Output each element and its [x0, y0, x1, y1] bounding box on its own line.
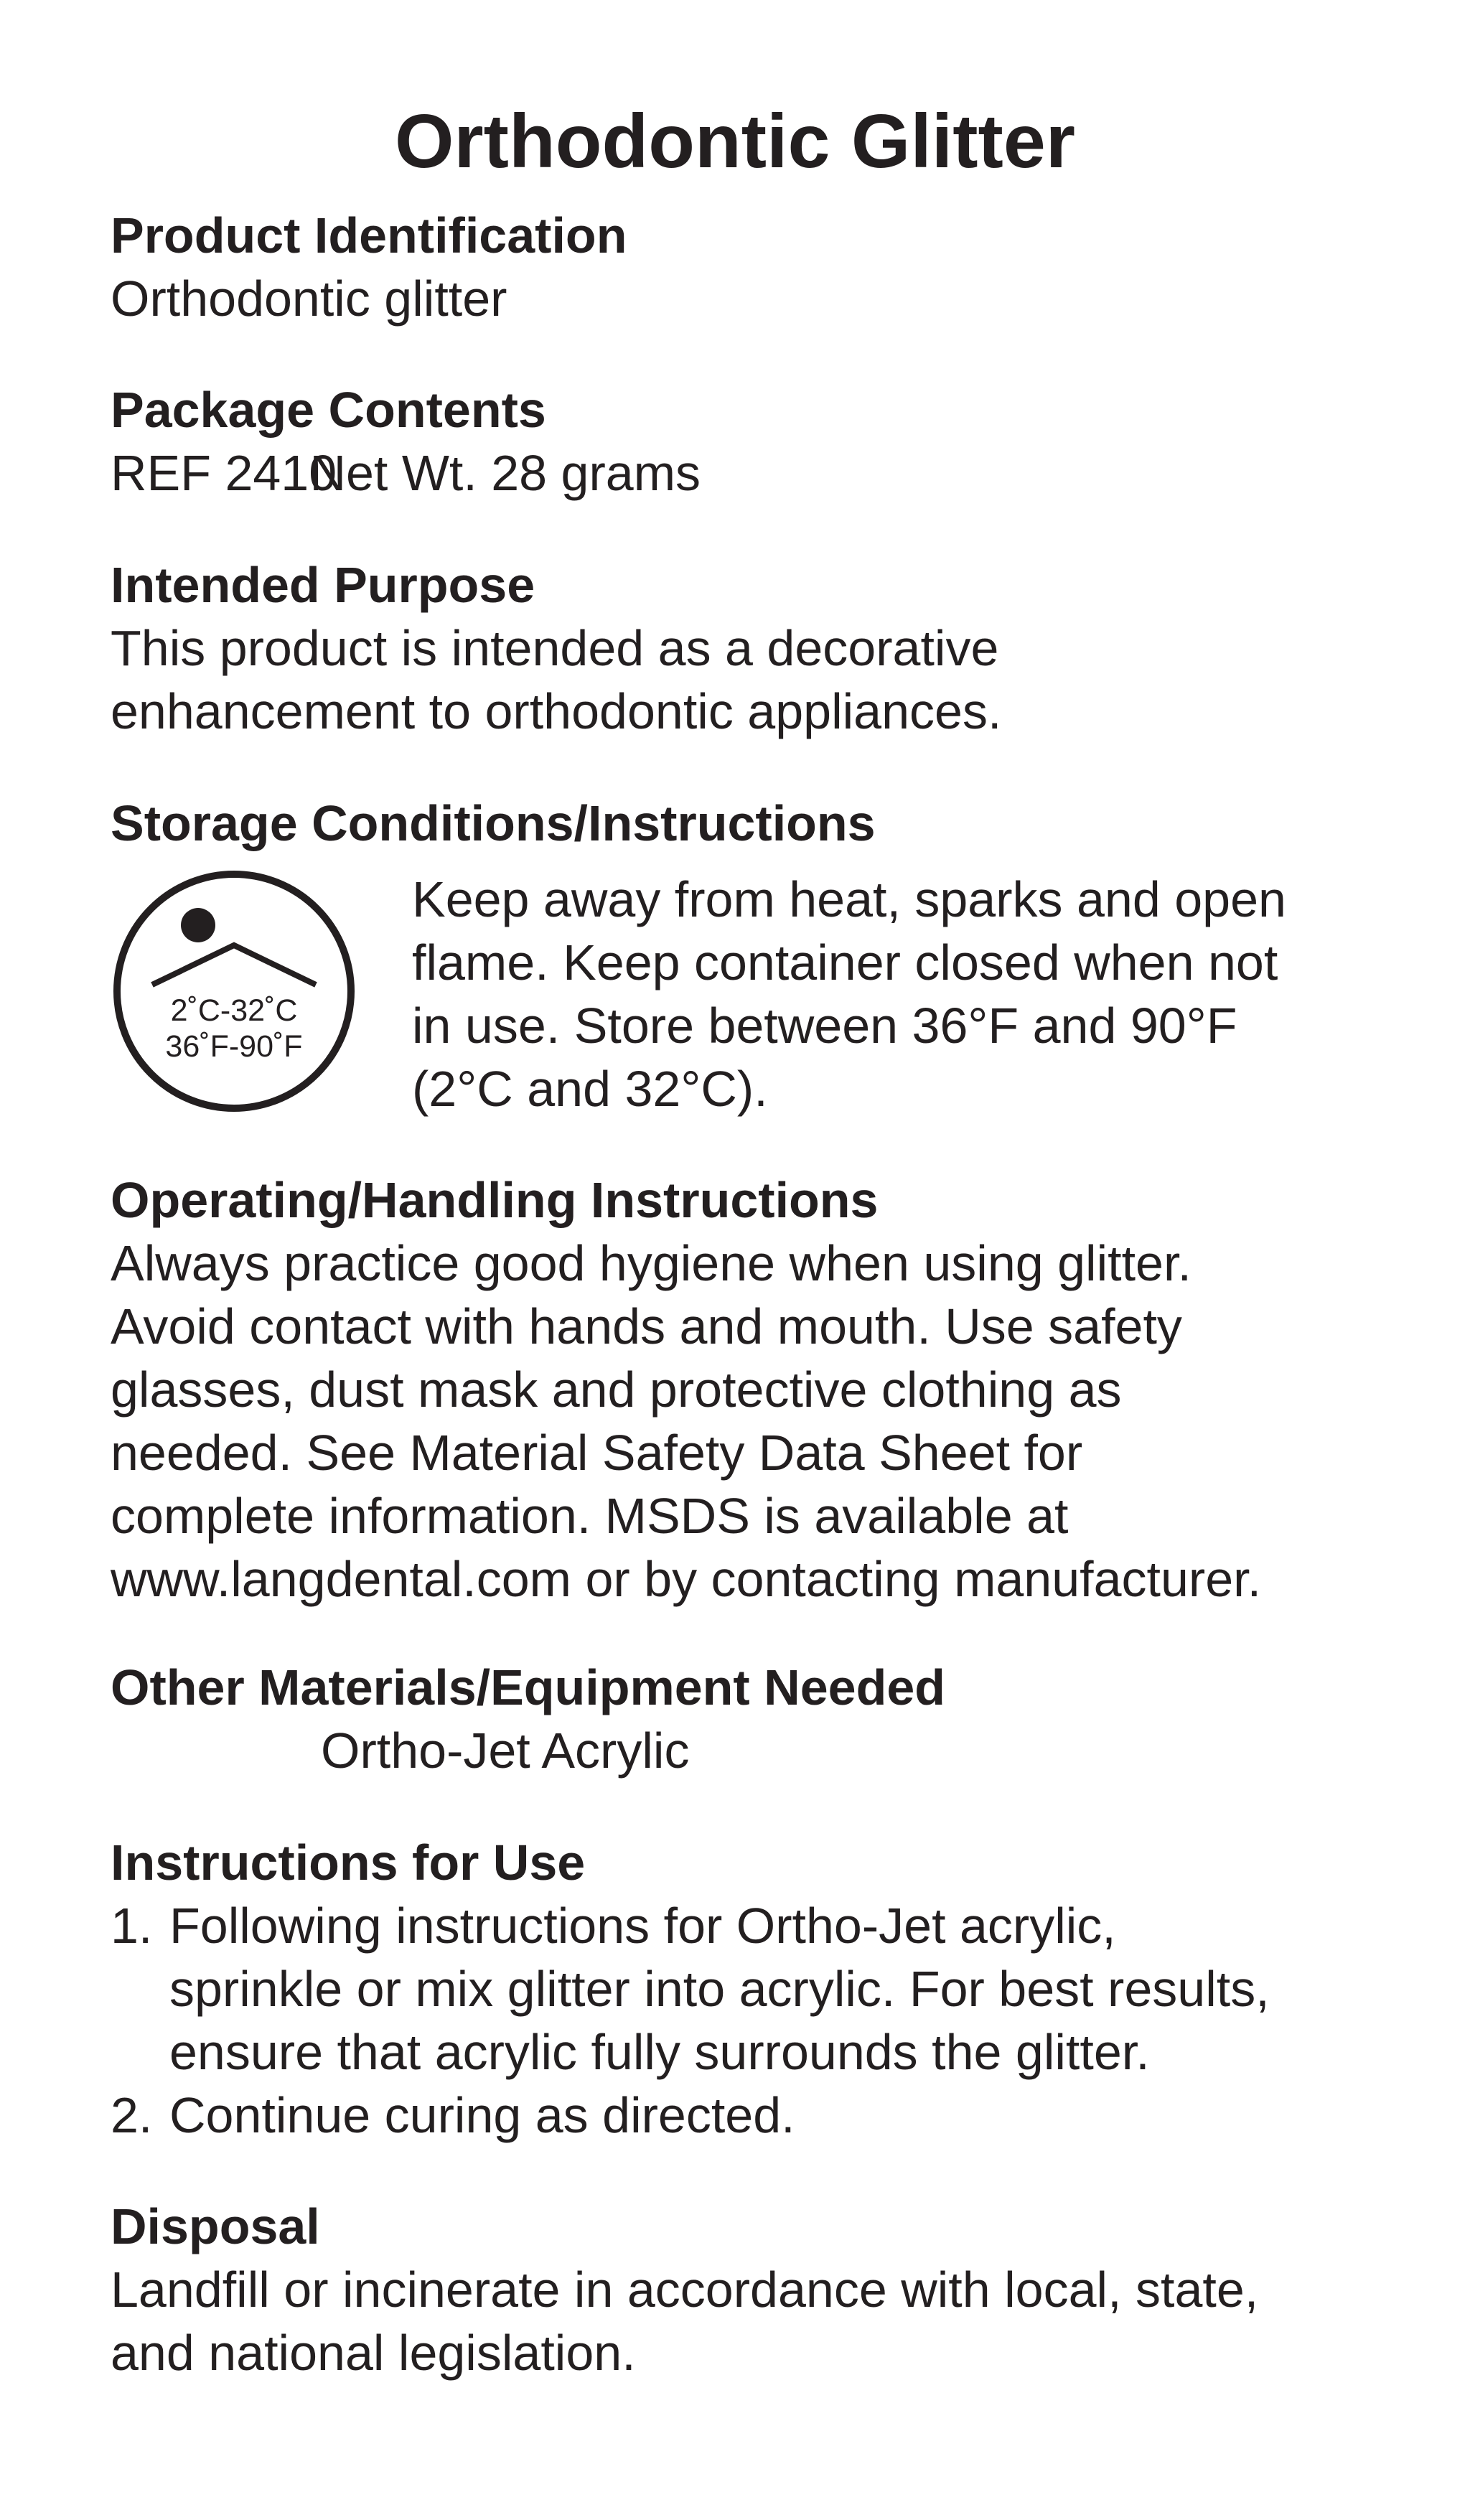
storage-text: Keep away from heat, sparks and open flame. Keep container closed when not in use. Store between 36°F and 90°F (2°C and 32°C). — [412, 871, 1286, 1117]
package-contents-section — [111, 378, 1417, 505]
disposal-section — [111, 2195, 1417, 2384]
intended-purpose-section — [111, 553, 1417, 743]
instructions-section — [111, 1831, 1417, 2147]
operating-text: Always practice good hygiene when using glitter. Avoid contact with hands and mouth. Use safety glasses, dust mask and protective clothing as needed. See Material Safety Data Sheet for complete information. MSDS is available at www.langdental.com or by contacting manufacturer. — [111, 1235, 1262, 1607]
other-materials-heading: Other Materials/Equipment Needed — [111, 1659, 946, 1715]
other-materials-section — [111, 1656, 1417, 1782]
disposal-text: Landfill or incinerate in accordance with local, state, and national legislation. — [111, 2262, 1259, 2381]
list-item — [111, 2084, 1417, 2147]
list-number: 2. — [111, 2087, 153, 2143]
list-number: 1. — [111, 1898, 153, 1954]
product-identification-section — [111, 204, 1417, 330]
operating-heading: Operating/Handling Instructions — [111, 1172, 879, 1228]
document-title: Orthodontic Glitter — [394, 99, 1076, 184]
operating-section — [111, 1168, 1417, 1611]
list-text: Continue curing as directed. — [169, 2087, 795, 2143]
instructions-heading: Instructions for Use — [111, 1835, 586, 1891]
storage-section — [111, 792, 1417, 855]
storage-block — [111, 868, 1417, 1126]
storage-heading: Storage Conditions/Instructions — [111, 795, 876, 851]
icon-celsius-range: 2˚C-32˚C — [170, 993, 298, 1028]
intended-purpose-text: This product is intended as a decorative enhancement to orthodontic appliances. — [111, 620, 1002, 739]
list-text: Following instructions for Ortho-Jet acrylic, sprinkle or mix glitter into acrylic. For best results, ensure that acrylic fully surrounds the glitter. — [169, 1898, 1270, 2080]
temperature-limit-icon — [111, 868, 357, 1115]
net-weight: Net Wt. 28 grams — [309, 445, 701, 501]
icon-fahrenheit-range: 36˚F-90˚F — [165, 1029, 303, 1064]
intended-purpose-heading: Intended Purpose — [111, 557, 535, 613]
disposal-heading: Disposal — [111, 2198, 320, 2254]
ref-number: REF 2410 — [111, 445, 337, 501]
list-item — [111, 1894, 1417, 2084]
product-identification-heading: Product Identification — [111, 207, 627, 263]
package-contents-heading: Package Contents — [111, 382, 546, 438]
package-contents-row — [111, 441, 1417, 505]
other-materials-item: Ortho-Jet Acrylic — [321, 1723, 690, 1779]
product-identification-text: Orthodontic glitter — [111, 271, 507, 327]
